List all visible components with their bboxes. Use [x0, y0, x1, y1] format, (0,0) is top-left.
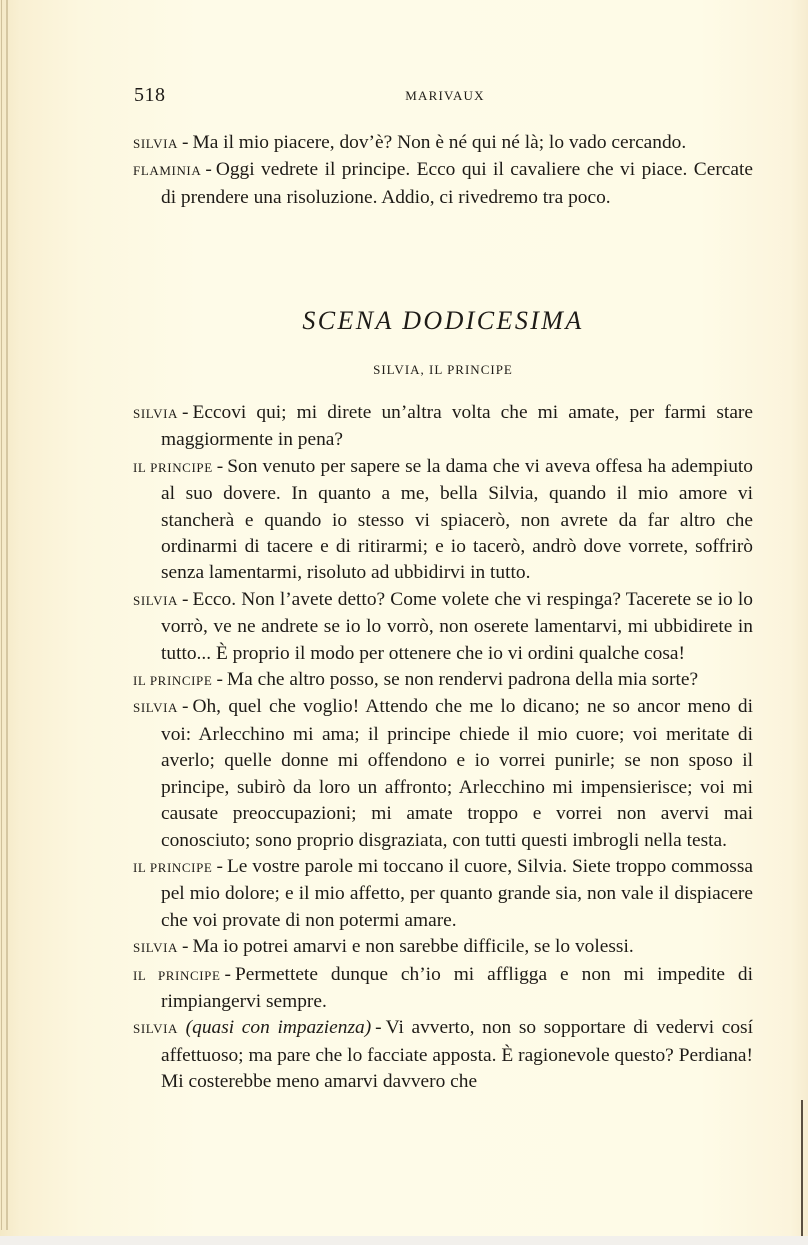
speaker-name: SILVIA — [133, 940, 179, 956]
speech-text: Permettete dunque ch’io mi affligga e non mi impedite di rimpiangervi sempre. — [161, 963, 753, 1012]
speech — [133, 854, 753, 934]
speech — [133, 400, 753, 454]
page-right-edge — [801, 1100, 803, 1238]
speech — [133, 587, 753, 667]
speaker-name: IL PRINCIPE — [133, 859, 213, 875]
speech-text: Ma il mio piacere, dov’è? Non è né qui né là; lo vado cercando. — [192, 132, 687, 153]
speech-text: Ma che altro posso, se non rendervi padrona della mia sorte? — [226, 669, 699, 691]
speaker-name: SILVIA — [133, 406, 179, 421]
speech — [133, 934, 753, 961]
separator: - — [216, 669, 223, 691]
speech — [133, 1015, 753, 1095]
page-binding-shadow — [6, 0, 8, 1230]
separator: - — [205, 159, 212, 181]
speaker-name: SILVIA — [133, 1021, 179, 1037]
page-bottom-edge — [0, 1236, 808, 1245]
speaker-name: SILVIA — [133, 700, 179, 716]
speaker-name: IL PRINCIPE — [133, 673, 213, 689]
speech-text: Oh, quel che voglio! Attendo che me lo dicano; ne so ancor meno di voi: Arlecchino mi ama; il principe chiede il mio cuore; voi meritate di averlo; quelle donne mi offendono e io vorrei punirle; se non sposo il principe, subirò da loro un affronto; Arlecchino mi impensierisce; voi mi causate preoccupazioni; mi amate troppo e vorrei non avervi mai conosciuto; sono proprio disgraziata, con tutti questi imbrogli nella testa. — [161, 696, 753, 851]
speech — [133, 130, 753, 157]
speech-text: Oggi vedrete il principe. Ecco qui il cavaliere che vi piace. Cercate di prendere una risoluzione. Addio, ci rivedremo tra poco. — [161, 159, 753, 208]
separator: - — [216, 855, 223, 877]
speech-text: Ecco. Non l’avete detto? Come volete che vi respinga? Tacerete se io lo vorrò, ve ne andrete se io lo vorrò, non oserete lamentarvi, mi ubbidirete in tutto... È proprio il modo per ottenere che io vi ordini qualche cosa! — [161, 588, 753, 664]
page-number: 518 — [134, 84, 166, 106]
page-binding-edge — [1, 0, 2, 1230]
running-head: MARIVAUX — [405, 88, 485, 103]
speech-text: Le vostre parole mi toccano il cuore, Silvia. Siete troppo commossa pel mio dolore; e il mio affetto, per quanto grande sia, non vale il dispiacere che voi provate di non potermi amare. — [161, 855, 753, 931]
scene-characters: SILVIA, IL PRINCIPE — [373, 362, 513, 377]
speaker-name: IL PRINCIPE — [133, 967, 221, 983]
speaker-name: SILVIA — [133, 592, 179, 608]
separator: - — [182, 588, 189, 610]
speech — [133, 667, 753, 694]
separator: - — [182, 936, 189, 958]
speech-text: Vi avverto, non so sopportare di vedervi cosí affettuoso; ma pare che lo facciate apposta. È ragionevole questo? Perdiana! Mi costerebbe meno amarvi davvero che — [161, 1017, 753, 1093]
opening-dialogue — [133, 130, 753, 211]
scene-dialogue — [133, 400, 753, 1096]
speech — [133, 157, 753, 211]
speech-text: Eccovi qui; mi direte un’altra volta che mi amate, per farmi stare maggiormente in pena? — [161, 402, 753, 451]
separator: - — [182, 402, 189, 423]
speech — [133, 454, 753, 587]
separator: - — [216, 455, 224, 477]
speech-text: Son venuto per sapere se la dama che vi aveva offesa ha adempiuto al suo dovere. In quanto a me, bella Silvia, quando il mio amore vi stancherà e quando io stesso vi spiacerò, non avrete da far altro che ordinarmi di tacere e di ritirarmi; e io tacerò, andrò dove vorrete, soffrirò senza lamentarmi, risoluto ad ubbidirvi in tutto. — [161, 455, 753, 584]
stage-direction: (quasi con impazienza) — [185, 1017, 372, 1039]
speech — [133, 694, 753, 853]
separator: - — [375, 1017, 382, 1039]
speaker-name: IL PRINCIPE — [133, 459, 213, 475]
speech — [133, 962, 753, 1016]
scene-title: SCENA DODICESIMA — [302, 306, 584, 335]
separator: - — [182, 696, 189, 718]
speaker-name: SILVIA — [133, 136, 179, 151]
separator: - — [182, 132, 189, 153]
speech-text: Ma io potrei amarvi e non sarebbe difficile, se lo volessi. — [192, 936, 634, 958]
speaker-name: FLAMINIA — [133, 163, 202, 179]
separator: - — [224, 963, 232, 985]
